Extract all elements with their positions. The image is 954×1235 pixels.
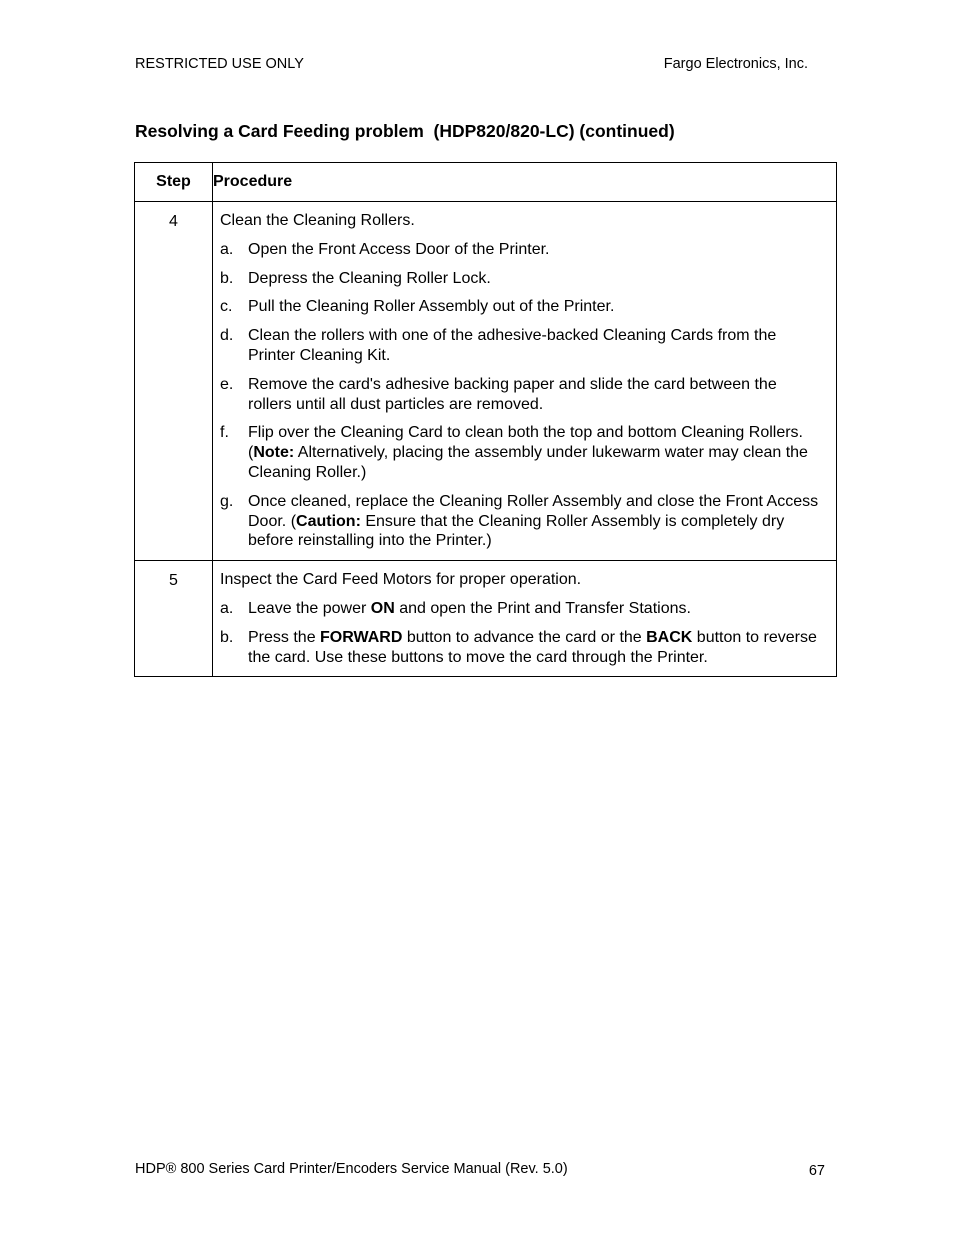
footer-manual-title: HDP® 800 Series Card Printer/Encoders Service Manual (Rev. 5.0) [135,1161,568,1177]
procedure-substep [220,375,822,415]
substep-letter: a. [220,240,234,258]
procedure-substep [220,297,822,317]
bold-term: Caution: [296,512,361,530]
substep-text-run: button to advance the card or the [402,628,647,646]
substep-text-run: Clean the rollers with one of the adhesive-backed Cleaning Cards from the Printer Cleaning Kit. [248,327,777,364]
substep-letter: a. [220,599,234,617]
column-header-procedure: Procedure [213,163,837,202]
substep-text [248,423,822,482]
procedure-substep [220,269,822,289]
step-number: 4 [135,202,213,561]
substep-text-run: Remove the card's adhesive backing paper and slide the card between the rollers until all dust particles are removed. [248,375,777,413]
substep-text-run: Pull the Cleaning Roller Assembly out of the Printer. [248,298,615,316]
procedure-intro: Clean the Cleaning Rollers. [220,212,415,229]
substep-text [248,240,822,260]
procedure-substep [220,326,822,366]
table-header-row [135,163,837,202]
table-row [135,561,837,677]
substep-text-run: Press the [248,628,321,646]
column-header-step: Step [135,163,213,202]
substep-text-run: Flip over the Cleaning Card to clean both the top and bottom Cleaning Rollers. ( [248,424,803,462]
table-row [135,202,837,561]
substep-text-run: Leave the power [248,599,371,617]
procedure-substep [220,240,822,260]
bold-term: FORWARD [320,628,403,646]
bold-term: BACK [646,628,693,646]
substep-text-run: Ensure that the Cleaning Roller Assembly is completely dry before reinstalling into the Printer.) [248,512,785,550]
substep-letter: e. [220,375,234,393]
step-number: 5 [135,561,213,677]
substep-letter: f. [220,424,229,442]
page-number: 67 [808,1163,825,1179]
bold-term: ON [370,599,395,617]
section-title: Resolving a Card Feeding problem (HDP820/820-LC) (continued) [135,121,675,141]
substep-text [248,375,822,415]
substep-text-run: Alternatively, placing the assembly under lukewarm water may clean the Cleaning Roller.) [248,444,808,481]
substep-letter: g. [220,492,234,510]
procedure-substep [220,492,822,551]
substep-letter: c. [220,298,233,316]
substep-letter: b. [220,628,234,646]
header-restricted-notice: RESTRICTED USE ONLY [135,56,304,72]
procedure-substep [220,628,822,668]
substep-text [248,269,822,289]
procedure-table [134,162,837,677]
substep-text [248,297,822,317]
procedure-substep [220,423,822,482]
substep-text [248,599,822,619]
substep-letter: d. [220,327,234,345]
substep-text-run: button to reverse the card. Use these buttons to move the card through the Printer. [248,628,817,666]
procedure-table-body [135,202,837,677]
substep-text-run: Depress the Cleaning Roller Lock. [248,269,491,287]
procedure-cell [213,561,837,677]
bold-term: Note: [253,444,295,462]
procedure-substep [220,599,822,619]
substep-text [248,492,822,551]
procedure-cell [213,202,837,561]
substep-text-run: Open the Front Access Door of the Printer. [248,240,550,258]
substep-text [248,326,822,366]
substep-text [248,628,822,668]
substep-text-run: Once cleaned, replace the Cleaning Roller Assembly and close the Front Access Door. ( [248,492,819,530]
procedure-intro: Inspect the Card Feed Motors for proper operation. [220,571,582,589]
header-company-name: Fargo Electronics, Inc. [663,56,808,72]
substep-letter: b. [220,269,234,287]
substep-text-run: and open the Print and Transfer Stations. [394,599,691,617]
